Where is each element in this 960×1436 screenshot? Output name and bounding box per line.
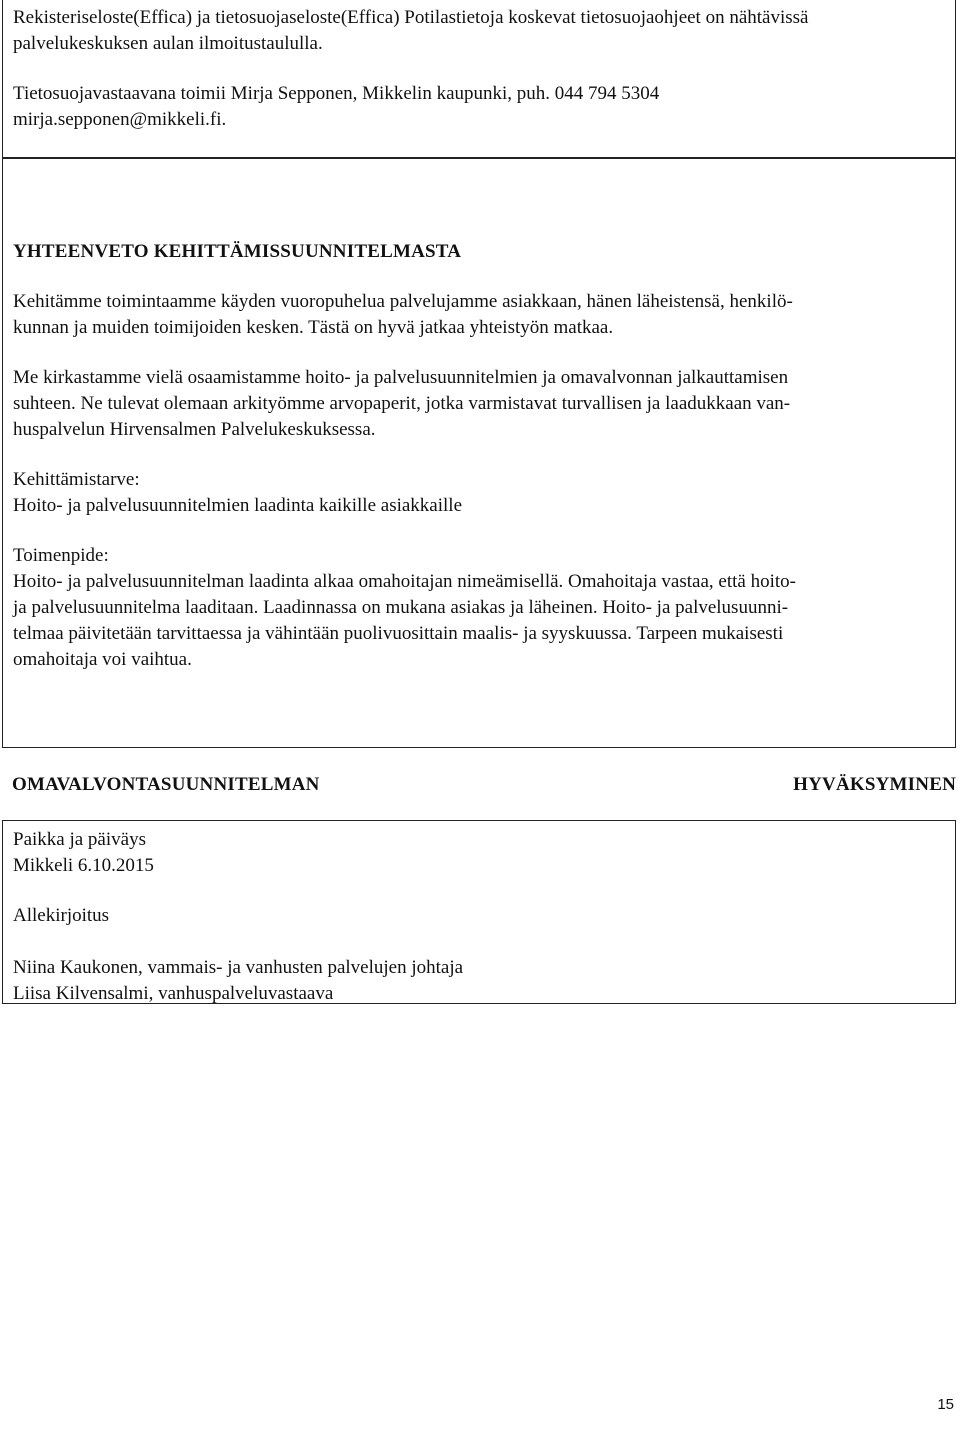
place-date-label: Paikka ja päiväys — [13, 829, 146, 850]
action-line-2: ja palvelusuunnitelma laaditaan. Laadinnassa on mukana asiakas ja läheinen. Hoito- ja palvelusuunni- — [13, 597, 789, 618]
signature-label: Allekirjoitus — [13, 905, 110, 926]
registry-notice-line-1: Rekisteriseloste(Effica) ja tietosuojaseloste(Effica) Potilastietoja koskevat tietosuojaohjeet on nähtävissä — [13, 7, 809, 28]
place-date-value: Mikkeli 6.10.2015 — [13, 855, 154, 876]
paragraph-2-line-3: huspalvelun Hirvensalmen Palvelukeskuksessa. — [13, 419, 376, 440]
paragraph-2-line-1: Me kirkastamme vielä osaamistamme hoito- ja palvelusuunnitelmien ja omavalvonnan jalkauttamisen — [13, 367, 789, 388]
approval-title-left: OMAVALVONTASUUNNITELMAN — [12, 774, 320, 795]
action-line-3: telmaa päivitetään tarvittaessa ja vähintään puolivuosittain maalis- ja syyskuussa. Tarpeen mukaisesti — [13, 623, 784, 644]
signer-2: Liisa Kilvensalmi, vanhuspalveluvastaava — [13, 983, 334, 1004]
registry-notice-line-2: palvelukeskuksen aulan ilmoitustaululla. — [13, 33, 323, 54]
action-line-4: omahoitaja voi vaihtua. — [13, 649, 192, 670]
paragraph-2-line-2: suhteen. Ne tulevat olemaan arkityömme arvopaperit, jotka varmistavat turvallisen ja laadukkaan van- — [13, 393, 791, 414]
need-text: Hoito- ja palvelusuunnitelmien laadinta kaikille asiakkaille — [13, 495, 463, 516]
contact-box — [2, 0, 956, 158]
page-number: 15 — [937, 1396, 954, 1413]
approval-box — [2, 820, 956, 1004]
paragraph-1-line-1: Kehitämme toimintaamme käyden vuoropuhelua palvelujamme asiakkaan, hänen läheistensä, henkilö- — [13, 291, 793, 312]
summary-box — [2, 158, 956, 748]
summary-heading: YHTEENVETO KEHITTÄMISSUUNNITELMASTA — [13, 241, 462, 262]
action-line-1: Hoito- ja palvelusuunnitelman laadinta alkaa omahoitajan nimeämisellä. Omahoitaja vastaa, että hoito- — [13, 571, 796, 592]
action-label: Toimenpide: — [13, 545, 109, 566]
need-label: Kehittämistarve: — [13, 469, 140, 490]
privacy-officer-email: mirja.sepponen@mikkeli.fi. — [13, 109, 227, 130]
signer-1: Niina Kaukonen, vammais- ja vanhusten palvelujen johtaja — [13, 957, 464, 978]
privacy-officer-line: Tietosuojavastaavana toimii Mirja Sepponen, Mikkelin kaupunki, puh. 044 794 5304 — [13, 83, 660, 104]
paragraph-1-line-2: kunnan ja muiden toimijoiden kesken. Tästä on hyvä jatkaa yhteistyön matkaa. — [13, 317, 614, 338]
approval-title-right: HYVÄKSYMINEN — [793, 774, 956, 795]
